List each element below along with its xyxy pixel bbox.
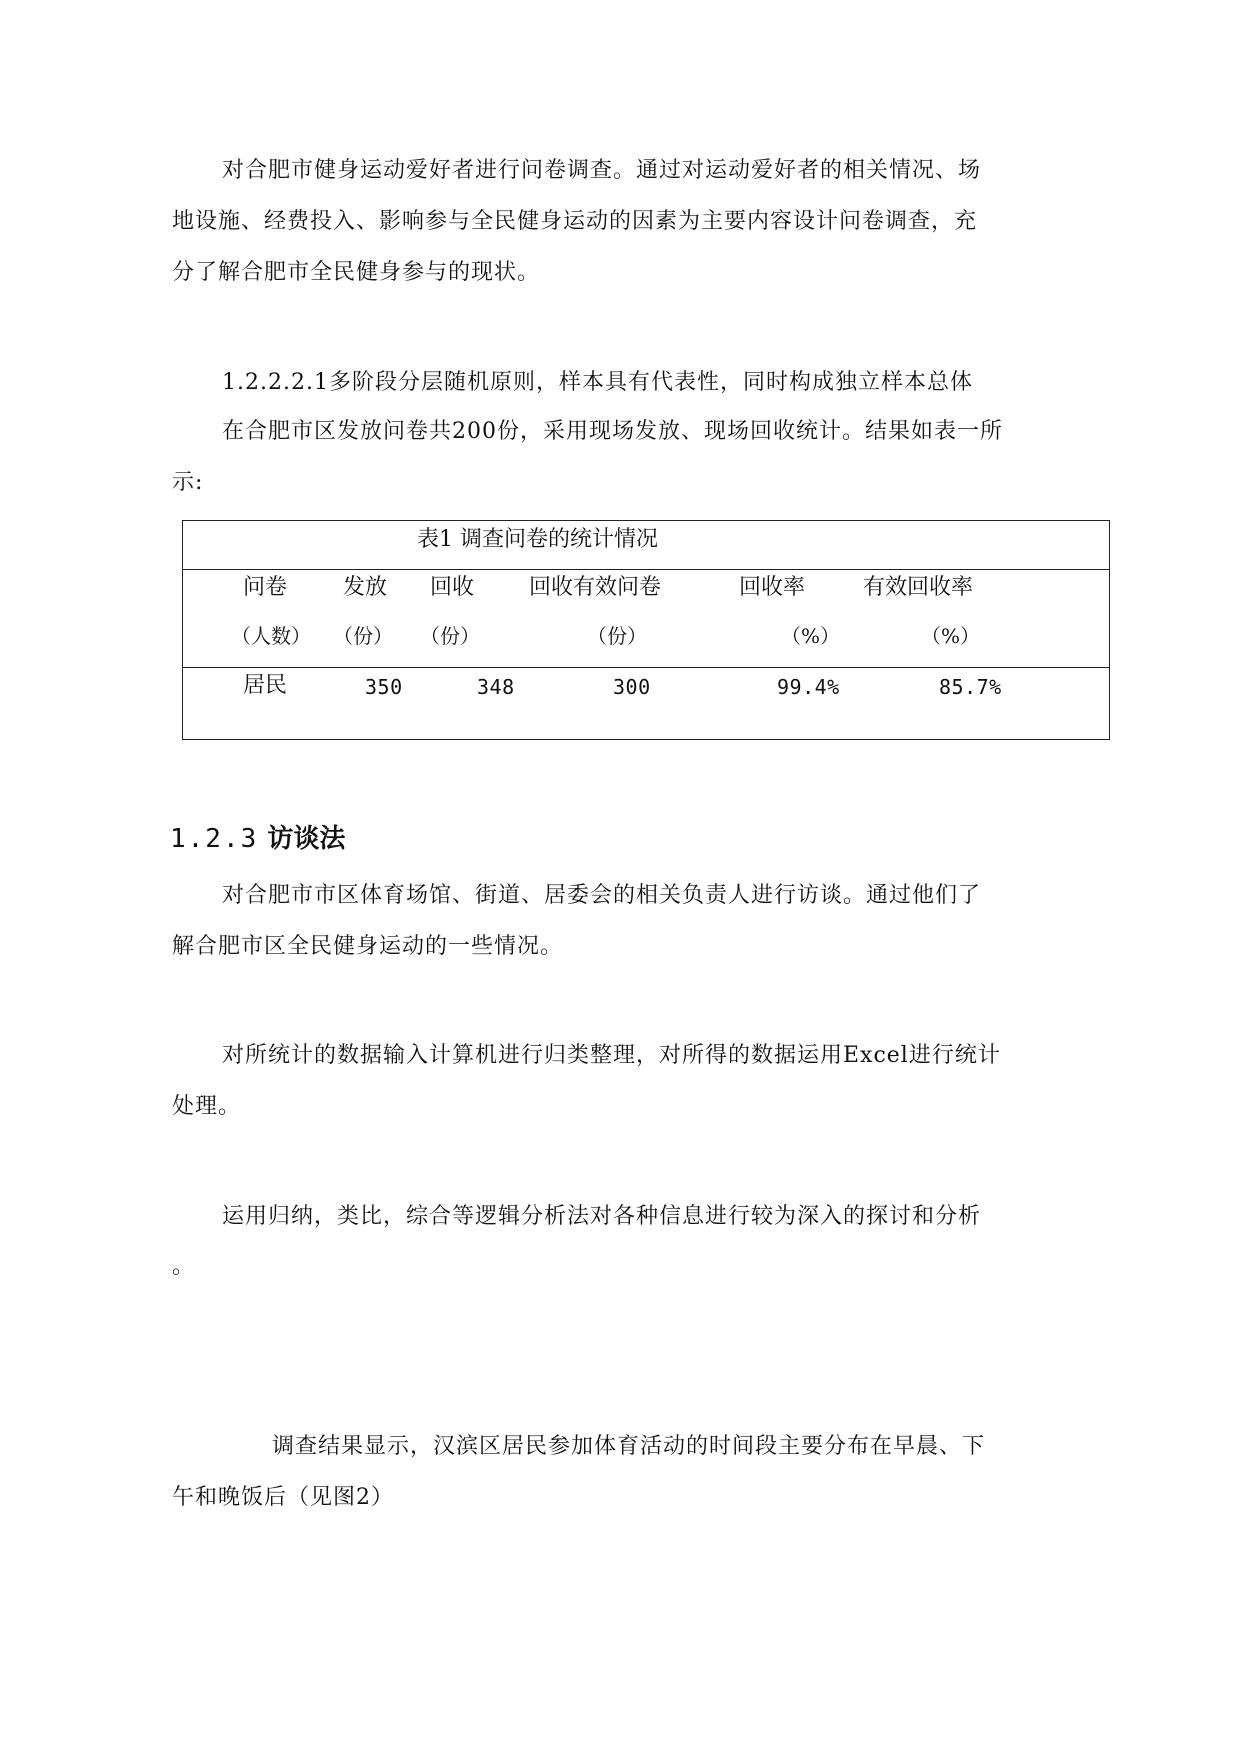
header-respondent-unit: （人数） <box>231 624 311 648</box>
header-collected-unit: （份） <box>420 624 480 648</box>
paragraph-7-line-2: 午和晚饭后（见图2） <box>172 1485 394 1510</box>
section-heading <box>170 822 345 856</box>
paragraph-3-line-1: 在合肥市区发放问卷共200份，采用现场发放、现场回收统计。结果如表一所 <box>222 419 1003 444</box>
paragraph-4-line-2: 解合肥市区全民健身运动的一些情况。 <box>172 934 564 959</box>
paragraph-7-line-1: 调查结果显示，汉滨区居民参加体育活动的时间段主要分布在早晨、下 <box>272 1434 986 1459</box>
cell-collected: 348 <box>477 675 515 699</box>
header-respondent: 问卷 <box>243 575 288 600</box>
paragraph-1-line-3: 分了解合肥市全民健身参与的现状。 <box>172 260 541 285</box>
paragraph-6-line-2: 。 <box>172 1254 196 1279</box>
paragraph-5-line-1: 对所统计的数据输入计算机进行归类整理，对所得的数据运用Excel进行统计 <box>222 1043 1001 1068</box>
paragraph-5-line-2: 处理。 <box>172 1094 242 1119</box>
paragraph-4-line-1: 对合肥市市区体育场馆、街道、居委会的相关负责人进行访谈。通过他们了 <box>222 883 982 908</box>
cell-valid-rate: 85.7% <box>939 675 1002 699</box>
table-rule-top <box>183 569 1109 570</box>
header-collected: 回收 <box>430 575 475 600</box>
cell-valid-collected: 300 <box>613 675 651 699</box>
section-number: 1.2.3 <box>170 824 259 854</box>
header-collection-rate-unit: （%） <box>781 624 841 648</box>
cell-distributed: 350 <box>365 675 403 699</box>
header-valid-collected: 回收有效问卷 <box>529 575 662 600</box>
survey-stats-table <box>182 520 1110 740</box>
header-valid-collected-unit: （份） <box>587 624 647 648</box>
paragraph-3-line-2: 示: <box>172 470 204 495</box>
paragraph-1-line-1: 对合肥市健身运动爱好者进行问卷调查。通过对运动爱好者的相关情况、场 <box>222 158 982 183</box>
header-collection-rate: 回收率 <box>739 575 806 600</box>
paragraph-2-line-1: 1.2.2.2.1多阶段分层随机原则，样本具有代表性，同时构成独立样本总体 <box>222 370 973 395</box>
header-distributed-unit: （份） <box>333 624 393 648</box>
header-valid-rate: 有效回收率 <box>863 575 974 600</box>
paragraph-6-line-1: 运用归纳，类比，综合等逻辑分析法对各种信息进行较为深入的探讨和分析 <box>222 1204 982 1229</box>
paragraph-1-line-2: 地设施、经费投入、影响参与全民健身运动的因素为主要内容设计问卷调查，充 <box>172 209 978 234</box>
cell-collection-rate: 99.4% <box>777 675 840 699</box>
table-rule-mid <box>183 667 1109 668</box>
header-distributed: 发放 <box>343 575 388 600</box>
row-label-residents: 居民 <box>243 673 288 698</box>
table-caption: 表1 调查问卷的统计情况 <box>417 527 658 552</box>
section-title: 访谈法 <box>267 824 346 854</box>
header-valid-rate-unit: （%） <box>921 624 981 648</box>
